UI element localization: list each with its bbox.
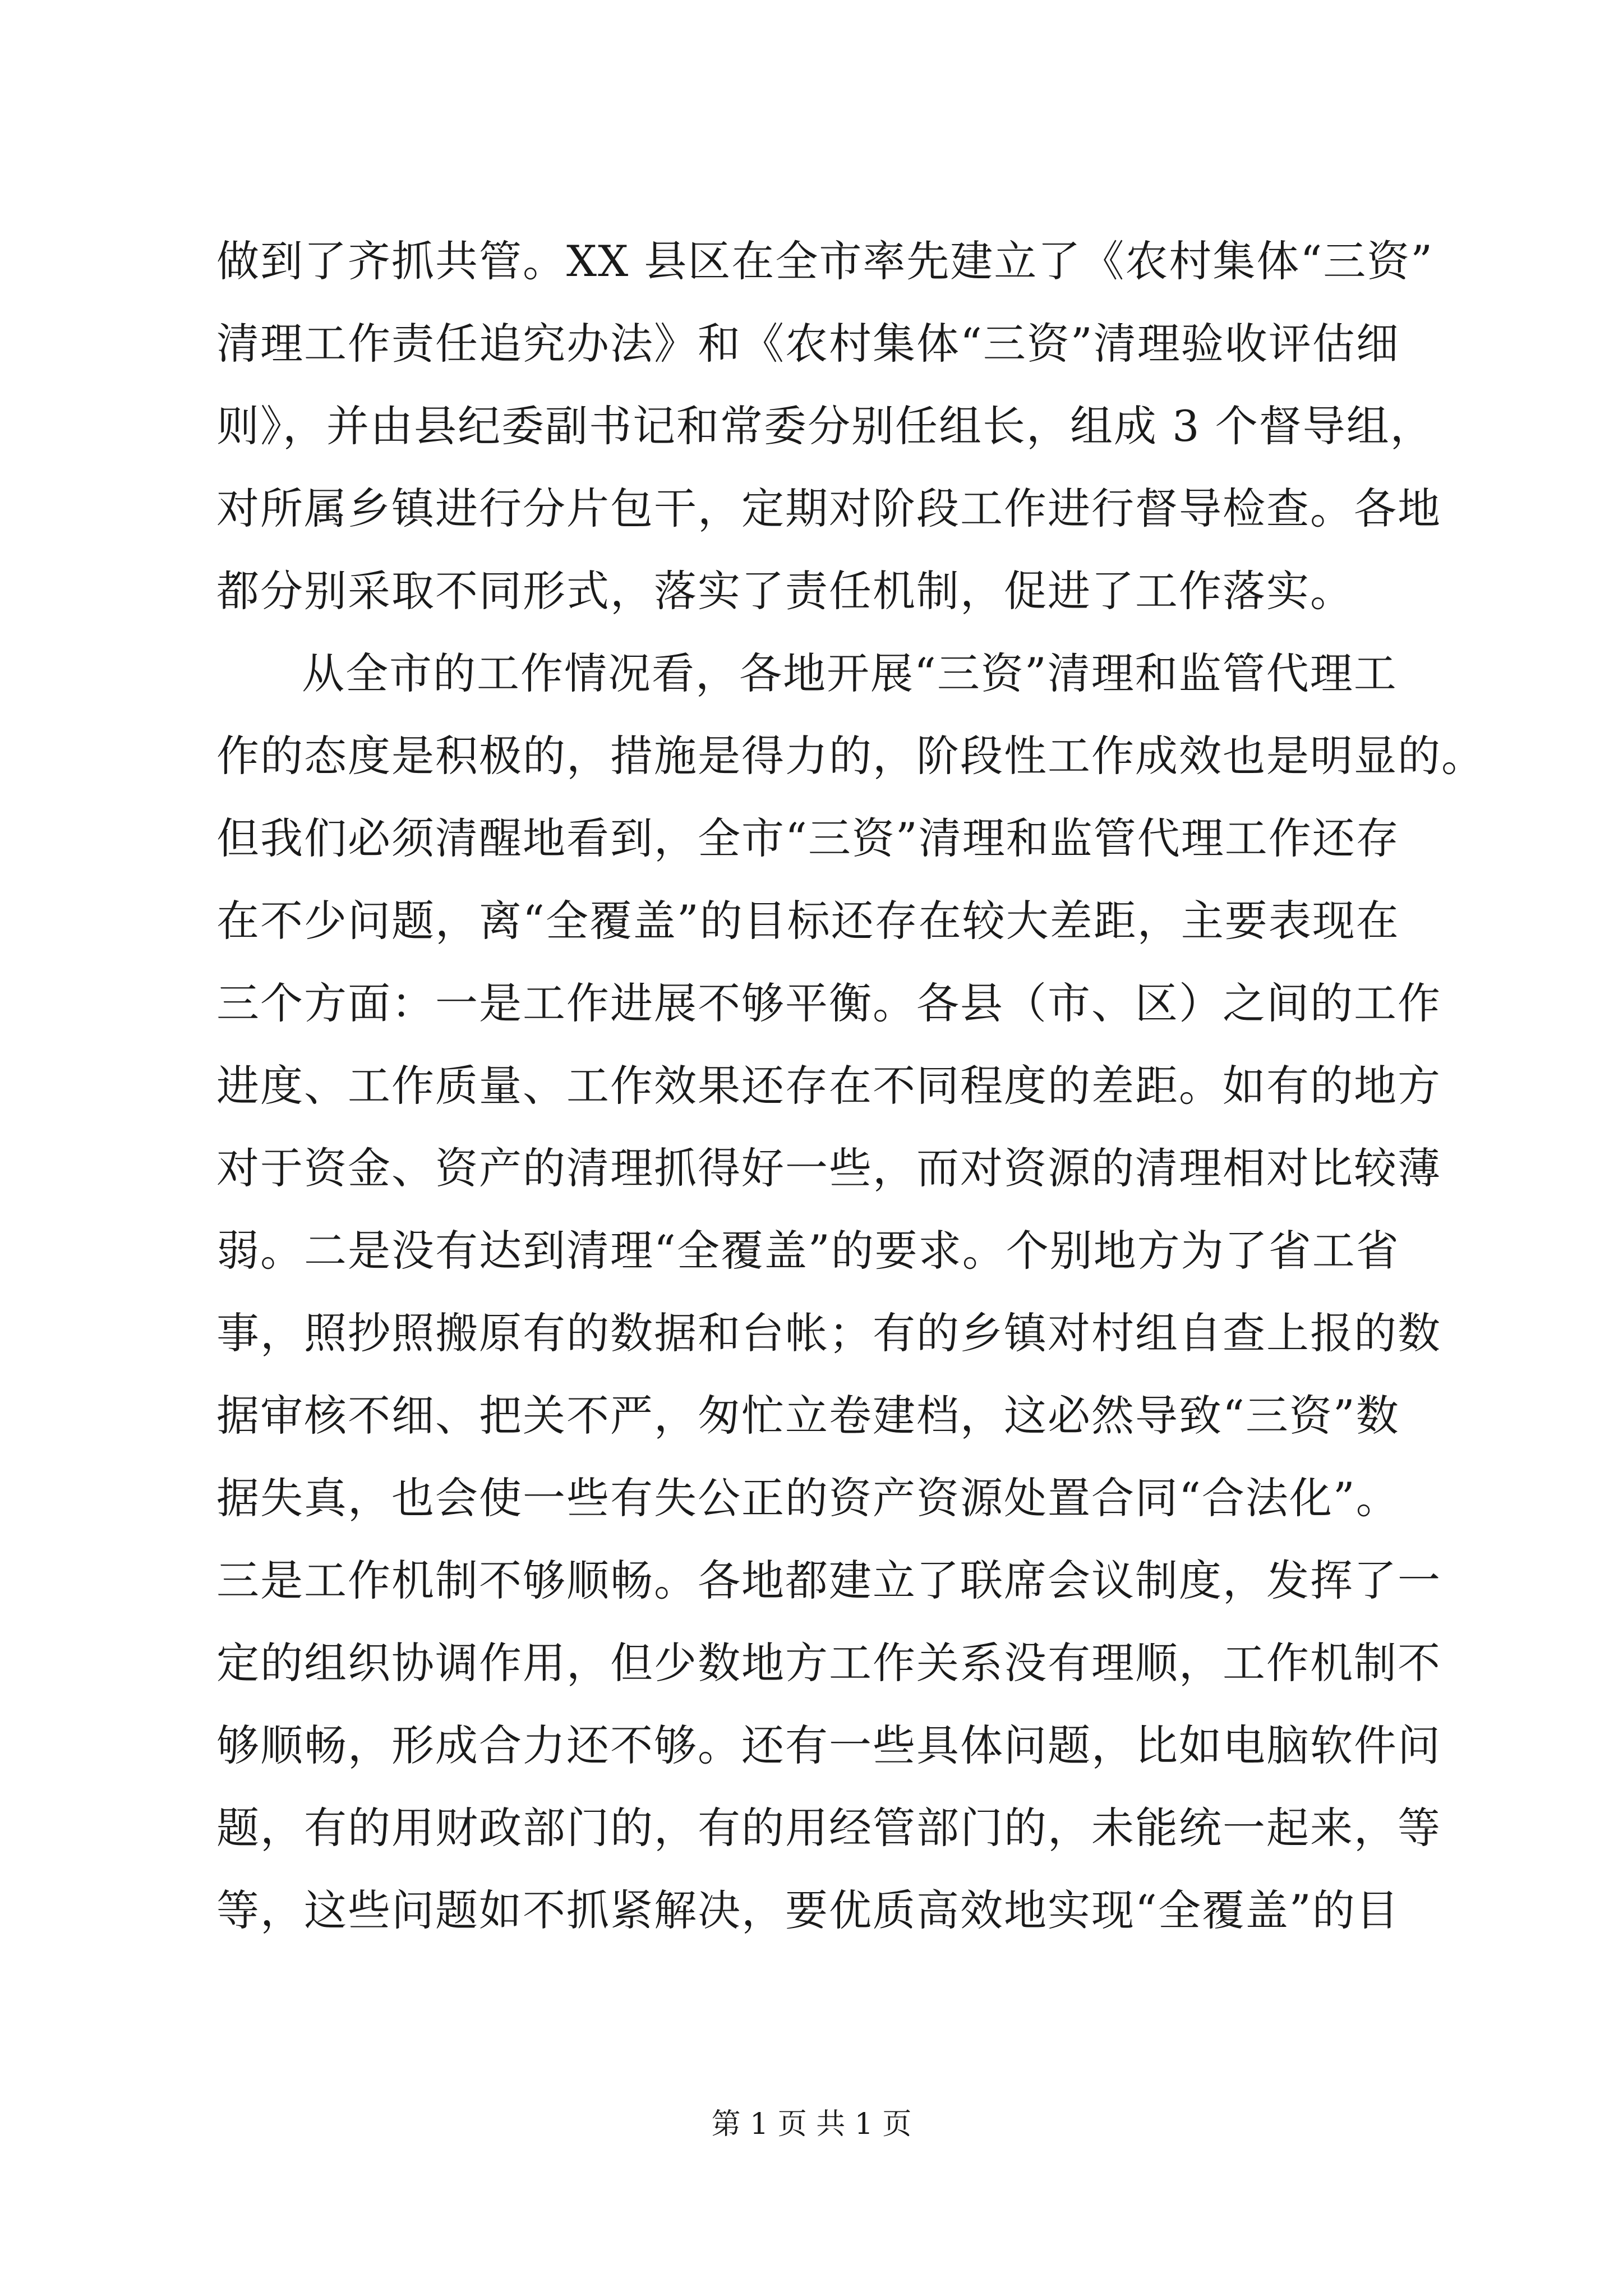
text-line: 则》，并由县纪委副书记和常委分别任组长，组成 3 个督导组，	[216, 401, 1434, 451]
text-line: 定的组织协调作用，但少数地方工作关系没有理顺，工作机制不	[216, 1638, 1441, 1688]
text-line: 对于资金、资产的清理抓得好一些，而对资源的清理相对比较薄	[216, 1143, 1441, 1193]
page-footer	[0, 2105, 1623, 2144]
text-line: 做到了齐抓共管。XX 县区在全市率先建立了《农村集体“三资”	[216, 236, 1434, 286]
text-line: 对所属乡镇进行分片包干，定期对阶段工作进行督导检查。各地	[216, 484, 1441, 533]
text-line: 弱。二是没有达到清理“全覆盖”的要求。个别地方为了省工省	[216, 1226, 1400, 1276]
text-line: 事，照抄照搬原有的数据和台帐；有的乡镇对村组自查上报的数	[216, 1308, 1441, 1358]
text-line: 清理工作责任追究办法》和《农村集体“三资”清理验收评估细	[216, 319, 1400, 369]
text-line: 都分别采取不同形式，落实了责任机制，促进了工作落实。	[216, 566, 1354, 616]
text-line: 三是工作机制不够顺畅。各地都建立了联席会议制度，发挥了一	[216, 1556, 1441, 1605]
paragraph-first-line: 从全市的工作情况看，各地开展“三资”清理和监管代理工	[302, 648, 1398, 698]
text-line: 作的态度是积极的，措施是得力的，阶段性工作成效也是明显的。	[216, 731, 1485, 781]
page-number: 第 1 页 共 1 页	[711, 2108, 912, 2141]
text-line: 三个方面：一是工作进展不够平衡。各县（市、区）之间的工作	[216, 978, 1441, 1028]
text-line: 进度、工作质量、工作效果还存在不同程度的差距。如有的地方	[216, 1061, 1441, 1111]
text-line: 够顺畅，形成合力还不够。还有一些具体问题，比如电脑软件问	[216, 1720, 1441, 1770]
text-line: 题，有的用财政部门的，有的用经管部门的，未能统一起来，等	[216, 1803, 1441, 1853]
text-line: 等，这些问题如不抓紧解决，要优质高效地实现“全覆盖”的目	[216, 1885, 1400, 1935]
text-line: 据审核不细、把关不严，匆忙立卷建档，这必然导致“三资”数	[216, 1391, 1400, 1441]
text-line: 在不少问题，离“全覆盖”的目标还存在较大差距，主要表现在	[216, 896, 1400, 946]
text-line: 但我们必须清醒地看到，全市“三资”清理和监管代理工作还存	[216, 813, 1400, 863]
body-text	[216, 220, 1485, 1952]
text-line: 据失真，也会使一些有失公正的资产资源处置合同“合法化”。	[216, 1473, 1400, 1523]
